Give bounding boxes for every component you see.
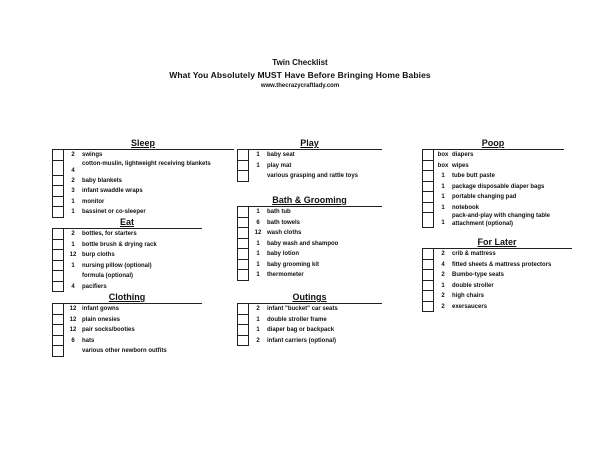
checklist-item-play-0: [238, 150, 382, 161]
item-label: exersaucers: [452, 303, 488, 310]
item-quantity: 1: [256, 162, 260, 169]
item-quantity: 1: [256, 251, 260, 257]
item-quantity: 12: [69, 306, 77, 312]
checkbox-bath-3[interactable]: [238, 239, 249, 250]
section-poop: [422, 138, 564, 228]
item-label: bassinet or co-sleeper: [82, 209, 146, 215]
item-quantity: [64, 271, 82, 282]
section-clothing: [52, 292, 202, 357]
checklist-item-play-2: [238, 171, 382, 182]
item-label: crib & mattress: [452, 251, 496, 257]
checkbox-play-0[interactable]: [238, 150, 249, 161]
checkbox-eat-3[interactable]: [53, 261, 64, 272]
checklist-item-eat-2: [53, 250, 202, 261]
checkbox-clothing-3[interactable]: [53, 336, 64, 347]
checkbox-poop-6[interactable]: [423, 213, 434, 228]
item-quantity: 1: [256, 240, 260, 247]
checklist-item-later-2: [423, 270, 572, 281]
section-title-play: Play: [300, 138, 319, 148]
item-label: wash cloths: [267, 230, 302, 236]
item-quantity: box: [437, 152, 449, 158]
item-quantity: 1: [71, 198, 75, 205]
checklist-item-sleep-3: [53, 186, 234, 197]
checklist-item-outings-2: [238, 325, 382, 336]
item-label: baby grooming kit: [267, 261, 320, 268]
item-label: cotton-muslin, lightweight receiving blankets: [82, 160, 211, 167]
item-quantity: 12: [69, 316, 77, 323]
item-label: double stroller frame: [267, 316, 327, 323]
section-title-for-later: For Later: [477, 237, 517, 247]
checkbox-outings-2[interactable]: [238, 325, 249, 336]
checkbox-sleep-2[interactable]: [53, 176, 64, 187]
item-quantity: 12: [69, 327, 77, 333]
checkbox-poop-0[interactable]: [423, 150, 434, 161]
item-quantity: 1: [256, 152, 260, 158]
section-bath-grooming: [237, 195, 382, 281]
item-quantity: 2: [441, 272, 445, 278]
checklist-item-bath-0: [238, 207, 382, 218]
item-label: infant swaddle wraps: [82, 188, 143, 194]
section-play: [237, 138, 382, 182]
checklist-item-poop-4: [423, 192, 564, 203]
checklist-item-sleep-2: [53, 176, 234, 187]
item-quantity: 6: [256, 219, 260, 226]
item-label: baby blankets: [82, 177, 123, 184]
checkbox-bath-2[interactable]: [238, 228, 249, 239]
item-quantity: 4: [71, 283, 75, 290]
checklist-play: [237, 149, 382, 182]
checkbox-clothing-4[interactable]: [53, 346, 64, 357]
item-label: notebook: [452, 204, 479, 211]
checkbox-eat-1[interactable]: [53, 240, 64, 251]
checklist-item-poop-2: [423, 171, 564, 182]
item-quantity: 3: [71, 188, 75, 194]
item-label: bath tub: [267, 209, 291, 215]
item-quantity: 4: [71, 167, 75, 174]
checkbox-eat-0[interactable]: [53, 229, 64, 240]
checklist-item-poop-5: [423, 203, 564, 214]
checkbox-clothing-1[interactable]: [53, 315, 64, 326]
checkbox-outings-1[interactable]: [238, 315, 249, 326]
checklist-item-clothing-3: [53, 336, 202, 347]
checkbox-later-3[interactable]: [423, 281, 434, 292]
item-label: various other newborn outfits: [82, 348, 167, 354]
item-quantity: 2: [256, 306, 260, 312]
checkbox-bath-0[interactable]: [238, 207, 249, 218]
item-quantity: 1: [256, 327, 260, 333]
checklist-item-poop-3: [423, 182, 564, 193]
item-label: wipes: [452, 162, 469, 169]
item-label: plain onesies: [82, 316, 121, 323]
checkbox-later-1[interactable]: [423, 260, 434, 271]
website-url: www.thecrazycraftlady.com: [260, 83, 340, 89]
checkbox-sleep-3[interactable]: [53, 186, 64, 197]
page-header: [0, 58, 600, 89]
checklist-sleep: [52, 149, 234, 218]
item-label: portable changing pad: [452, 194, 517, 200]
item-quantity: 1: [71, 262, 75, 269]
section-eat: [52, 217, 202, 292]
checklist-item-later-0: [423, 249, 572, 260]
item-quantity: 4: [441, 261, 445, 268]
item-label: fitted sheets & mattress protectors: [452, 261, 552, 268]
checklist-item-later-4: [423, 291, 572, 302]
checkbox-later-5[interactable]: [423, 302, 434, 313]
checklist-item-outings-0: [238, 304, 382, 315]
checklist-item-bath-2: [238, 228, 382, 239]
item-label: baby wash and shampoo: [267, 240, 339, 247]
page-title: Twin Checklist: [272, 58, 328, 67]
checklist-item-bath-4: [238, 249, 382, 260]
checklist-item-bath-6: [238, 270, 382, 281]
checkbox-sleep-1[interactable]: [53, 161, 64, 176]
checkbox-bath-5[interactable]: [238, 260, 249, 271]
item-label: monitor: [82, 198, 105, 205]
item-quantity: 1: [256, 209, 260, 215]
checklist-outings: [237, 303, 382, 346]
checklist-item-clothing-2: [53, 325, 202, 336]
checklist-item-later-3: [423, 281, 572, 292]
checklist-item-eat-1: [53, 240, 202, 251]
checkbox-bath-6[interactable]: [238, 270, 249, 281]
checkbox-eat-4[interactable]: [53, 271, 64, 282]
item-quantity: 1: [441, 220, 445, 226]
checklist-item-bath-5: [238, 260, 382, 271]
item-quantity: 2: [441, 293, 445, 299]
checklist-item-bath-3: [238, 239, 382, 250]
item-label: bottle brush & drying rack: [82, 241, 157, 248]
item-label: infant carriers (optional): [267, 337, 337, 344]
section-sleep: [52, 138, 234, 218]
checklist-poop: [422, 149, 564, 228]
item-label: high chairs: [452, 293, 485, 299]
checklist-bath-grooming: [237, 206, 382, 281]
checklist-item-later-1: [423, 260, 572, 271]
checkbox-sleep-4[interactable]: [53, 197, 64, 208]
item-quantity: 1: [441, 183, 445, 190]
checkbox-later-0[interactable]: [423, 249, 434, 260]
checklist-item-clothing-0: [53, 304, 202, 315]
checkbox-poop-2[interactable]: [423, 171, 434, 182]
section-title-bath-grooming: Bath & Grooming: [272, 195, 347, 205]
checklist-item-later-5: [423, 302, 572, 313]
section-for-later: [422, 237, 572, 312]
checklist-eat: [52, 228, 202, 292]
checkbox-outings-0[interactable]: [238, 304, 249, 315]
checkbox-play-2[interactable]: [238, 171, 249, 182]
item-label: package disposable diaper bags: [452, 183, 545, 190]
item-quantity: 1: [256, 261, 260, 268]
item-quantity: 2: [71, 177, 75, 184]
checklist-item-poop-6: [423, 213, 564, 228]
item-label: infant "bucket" car seats: [267, 306, 338, 312]
item-label: nursing pillow (optional): [82, 262, 152, 269]
checklist-item-poop-1: [423, 161, 564, 172]
item-label: baby lotion: [267, 251, 299, 257]
item-quantity: 12: [254, 230, 262, 236]
item-quantity: 2: [71, 231, 75, 237]
item-label: pair socks/booties: [82, 327, 135, 333]
item-label: infant gowns: [82, 306, 119, 312]
checkbox-outings-3[interactable]: [238, 336, 249, 347]
section-title-eat: Eat: [119, 217, 134, 227]
item-label: bath towels: [267, 219, 301, 226]
item-label: play mat: [267, 162, 292, 169]
checklist-item-poop-0: [423, 150, 564, 161]
item-label: diaper bag or backpack: [267, 327, 335, 333]
checklist-item-sleep-5: [53, 207, 234, 218]
section-title-poop: Poop: [481, 138, 505, 148]
item-label: diapers: [452, 152, 474, 158]
checkbox-eat-5[interactable]: [53, 282, 64, 293]
checkbox-poop-5[interactable]: [423, 203, 434, 214]
checkbox-poop-3[interactable]: [423, 182, 434, 193]
item-label: tube butt paste: [452, 173, 495, 179]
checklist-item-play-1: [238, 161, 382, 172]
item-label: hats: [82, 337, 95, 344]
checkbox-poop-4[interactable]: [423, 192, 434, 203]
checklist-item-bath-1: [238, 218, 382, 229]
section-title-clothing: Clothing: [108, 292, 146, 302]
section-title-outings: Outings: [292, 292, 327, 302]
item-label: burp cloths: [82, 252, 115, 258]
item-label: swings: [82, 152, 103, 158]
checkbox-sleep-0[interactable]: [53, 150, 64, 161]
item-label: formula (optional): [82, 273, 133, 279]
section-title-sleep: Sleep: [130, 138, 155, 148]
item-quantity: 1: [256, 316, 260, 323]
item-label: Bumbo-type seats: [452, 272, 505, 278]
item-quantity: 2: [71, 152, 75, 158]
item-quantity: 2: [441, 303, 445, 310]
section-outings: [237, 292, 382, 346]
checklist-item-eat-5: [53, 282, 202, 293]
checklist-item-sleep-4: [53, 197, 234, 208]
item-quantity: 1: [441, 282, 445, 289]
checklist-item-clothing-4: [53, 346, 202, 357]
checkbox-bath-1[interactable]: [238, 218, 249, 229]
checklist-clothing: [52, 303, 202, 357]
page-subtitle: What You Absolutely MUST Have Before Bringing Home Babies: [169, 70, 431, 80]
checkbox-bath-4[interactable]: [238, 249, 249, 260]
item-quantity: 2: [441, 251, 445, 257]
item-label: pacifiers: [82, 283, 107, 290]
item-quantity: 1: [441, 194, 445, 200]
item-quantity: box: [437, 162, 449, 169]
checkbox-later-2[interactable]: [423, 270, 434, 281]
checkbox-clothing-2[interactable]: [53, 325, 64, 336]
checklist-for-later: [422, 248, 572, 312]
item-quantity: 1: [256, 272, 260, 278]
item-quantity: 6: [71, 337, 75, 344]
checkbox-sleep-5[interactable]: [53, 207, 64, 218]
checkbox-poop-1[interactable]: [423, 161, 434, 172]
checklist-item-sleep-0: [53, 150, 234, 161]
checklist-item-clothing-1: [53, 315, 202, 326]
item-label: baby seat: [267, 152, 295, 158]
checklist-item-eat-0: [53, 229, 202, 240]
checklist-item-outings-1: [238, 315, 382, 326]
checklist-item-outings-3: [238, 336, 382, 347]
item-quantity: 1: [71, 241, 75, 248]
item-quantity: 2: [256, 337, 260, 344]
checkbox-later-4[interactable]: [423, 291, 434, 302]
item-label: double stroller: [452, 282, 494, 289]
checkbox-eat-2[interactable]: [53, 250, 64, 261]
item-label: bottles, for starters: [82, 231, 137, 237]
item-label: thermometer: [267, 272, 304, 278]
checklist-item-sleep-1: [53, 161, 234, 176]
item-quantity: 1: [441, 204, 445, 211]
item-quantity: 1: [441, 173, 445, 179]
item-quantity: [249, 171, 267, 182]
item-label: pack-and-play with changing table attachment (optional): [452, 213, 551, 227]
item-label: various grasping and rattle toys: [267, 173, 359, 179]
checkbox-play-1[interactable]: [238, 161, 249, 172]
checklist-item-eat-3: [53, 261, 202, 272]
item-quantity: 1: [71, 209, 75, 215]
item-quantity: [64, 346, 82, 357]
checklist-item-eat-4: [53, 271, 202, 282]
item-quantity: 12: [69, 252, 77, 258]
checkbox-clothing-0[interactable]: [53, 304, 64, 315]
